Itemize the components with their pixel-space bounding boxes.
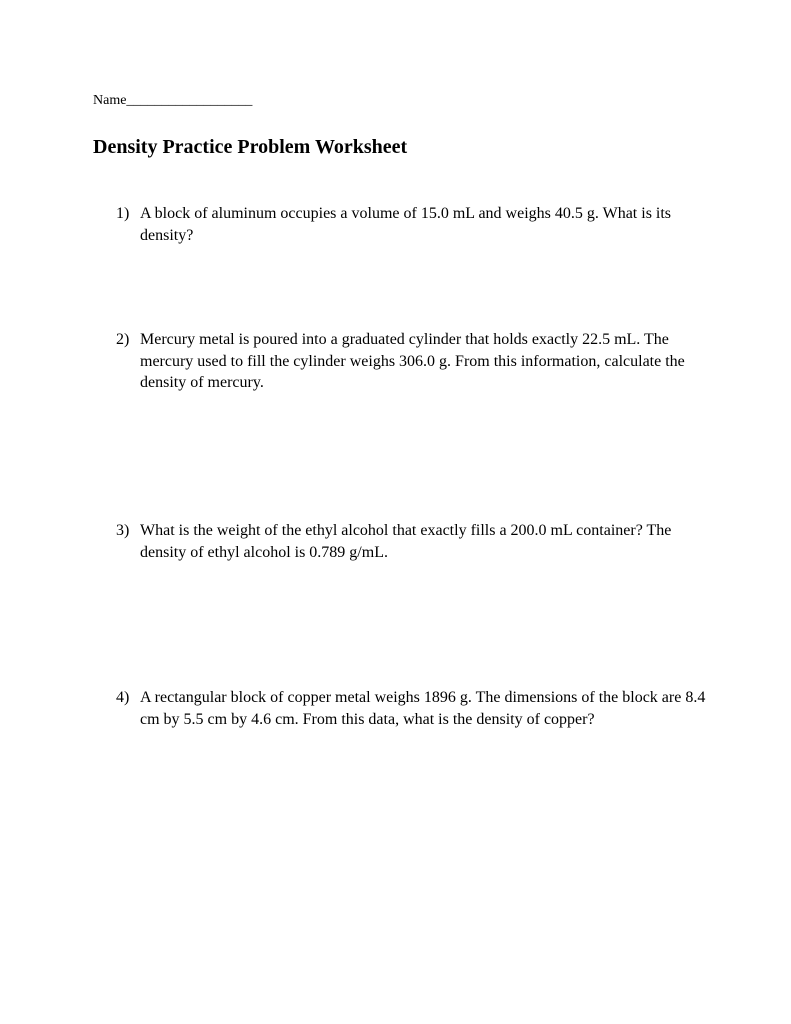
problem-number: 3): [116, 522, 130, 539]
problem-number: 1): [116, 205, 130, 222]
name-field-label: Name__________________: [93, 93, 253, 108]
worksheet-title: Density Practice Problem Worksheet: [93, 136, 408, 158]
problem-text: A rectangular block of copper metal weighs 1896 g. The dimensions of the block are 8.4 cm by 5.5 cm by 4.6 cm. From this data, what is the density of copper?: [140, 689, 706, 728]
problem-text: What is the weight of the ethyl alcohol that exactly fills a 200.0 mL container? The density of ethyl alcohol is 0.789 g/mL.: [140, 522, 672, 561]
problem-3: [116, 520, 706, 563]
problem-text: A block of aluminum occupies a volume of 15.0 mL and weighs 40.5 g. What is its density?: [140, 205, 672, 244]
problem-number: 4): [116, 689, 130, 706]
problem-4: [116, 687, 706, 730]
problem-1: [116, 203, 706, 246]
problem-2: [116, 329, 706, 394]
problem-text: Mercury metal is poured into a graduated cylinder that holds exactly 22.5 mL. The mercury used to fill the cylinder weighs 306.0 g. From this information, calculate the density of mercury.: [140, 331, 685, 391]
problem-number: 2): [116, 331, 130, 348]
